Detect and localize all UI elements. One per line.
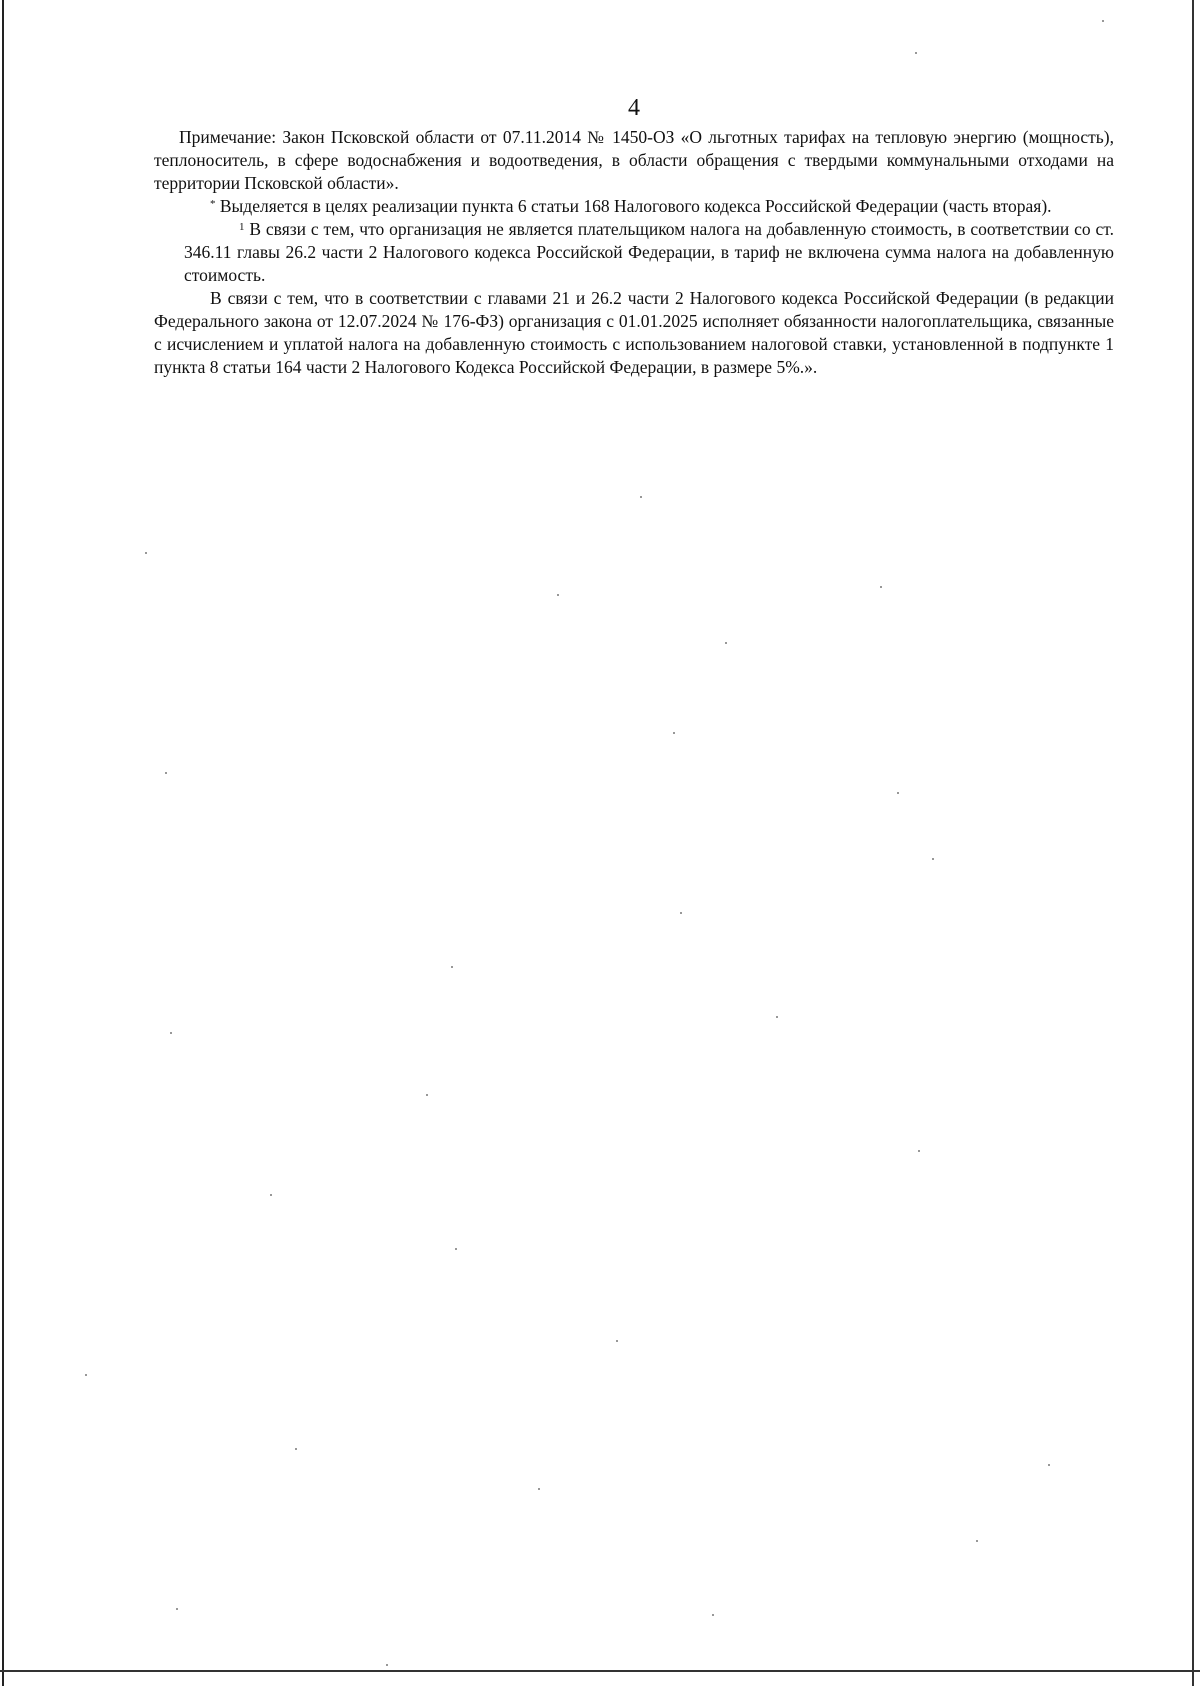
footnote-star-paragraph	[154, 195, 1114, 218]
scan-speck	[712, 1614, 714, 1616]
scan-speck	[538, 1488, 540, 1490]
scan-speck	[455, 1248, 457, 1250]
scan-speck	[640, 496, 642, 498]
scan-speck	[673, 732, 675, 734]
scan-speck	[557, 594, 559, 596]
page-number: 4	[628, 95, 640, 121]
scan-speck	[1048, 1464, 1050, 1466]
scan-speck	[295, 1448, 297, 1450]
scan-speck	[880, 586, 882, 588]
scan-speck	[915, 52, 917, 54]
scan-speck	[976, 1540, 978, 1542]
footnote-star-marker: *	[210, 198, 216, 210]
footnote-star-text: Выделяется в целях реализации пункта 6 статьи 168 Налогового кодекса Российской Федерации (часть вторая).	[219, 196, 1052, 216]
scan-speck	[270, 1194, 272, 1196]
scan-border-right	[1192, 0, 1194, 1686]
scan-speck	[1102, 20, 1104, 22]
scan-speck	[776, 1016, 778, 1018]
scan-speck	[426, 1094, 428, 1096]
scan-speck	[176, 1608, 178, 1610]
scan-speck	[451, 966, 453, 968]
scan-speck	[165, 772, 167, 774]
scan-speck	[932, 858, 934, 860]
scan-speck	[85, 1374, 87, 1376]
footnote-one-paragraph	[154, 218, 1114, 287]
scan-border-bottom	[0, 1670, 1200, 1672]
scan-speck	[170, 1032, 172, 1034]
note-paragraph: Примечание: Закон Псковской области от 07.11.2014 № 1450-ОЗ «О льготных тарифах на тепловую энергию (мощность), теплоноситель, в сфере водоснабжения и водоотведения, в области обращения с твердыми коммунальными отходами на территории Псковской области».	[154, 127, 1114, 193]
scan-speck	[725, 642, 727, 644]
footnote-one-text: В связи с тем, что организация не является плательщиком налога на добавленную стоимость, в соответствии со ст. 346.11 главы 26.2 части 2 Налогового кодекса Российской Федерации, в тариф не включена сумма налога на добавленную стоимость.	[184, 219, 1114, 285]
scan-border-left	[2, 0, 4, 1686]
scan-speck	[918, 1150, 920, 1152]
scan-speck	[145, 552, 147, 554]
scan-speck	[897, 792, 899, 794]
scan-speck	[680, 912, 682, 914]
document-body	[154, 126, 1114, 379]
scan-speck	[616, 1340, 618, 1342]
footnote-one-marker: 1	[239, 221, 245, 233]
vat-paragraph: В связи с тем, что в соответствии с главами 21 и 26.2 части 2 Налогового кодекса Российской Федерации (в редакции Федерального закона от 12.07.2024 № 176-ФЗ) организация с 01.01.2025 исполняет обязанности налогоплательщика, связанные с исчислением и уплатой налога на добавленную стоимость с использованием налоговой ставки, установленной в подпункте 1 пункта 8 статьи 164 части 2 Налогового Кодекса Российской Федерации, в размере 5%.».	[154, 288, 1114, 377]
scan-speck	[386, 1664, 388, 1666]
